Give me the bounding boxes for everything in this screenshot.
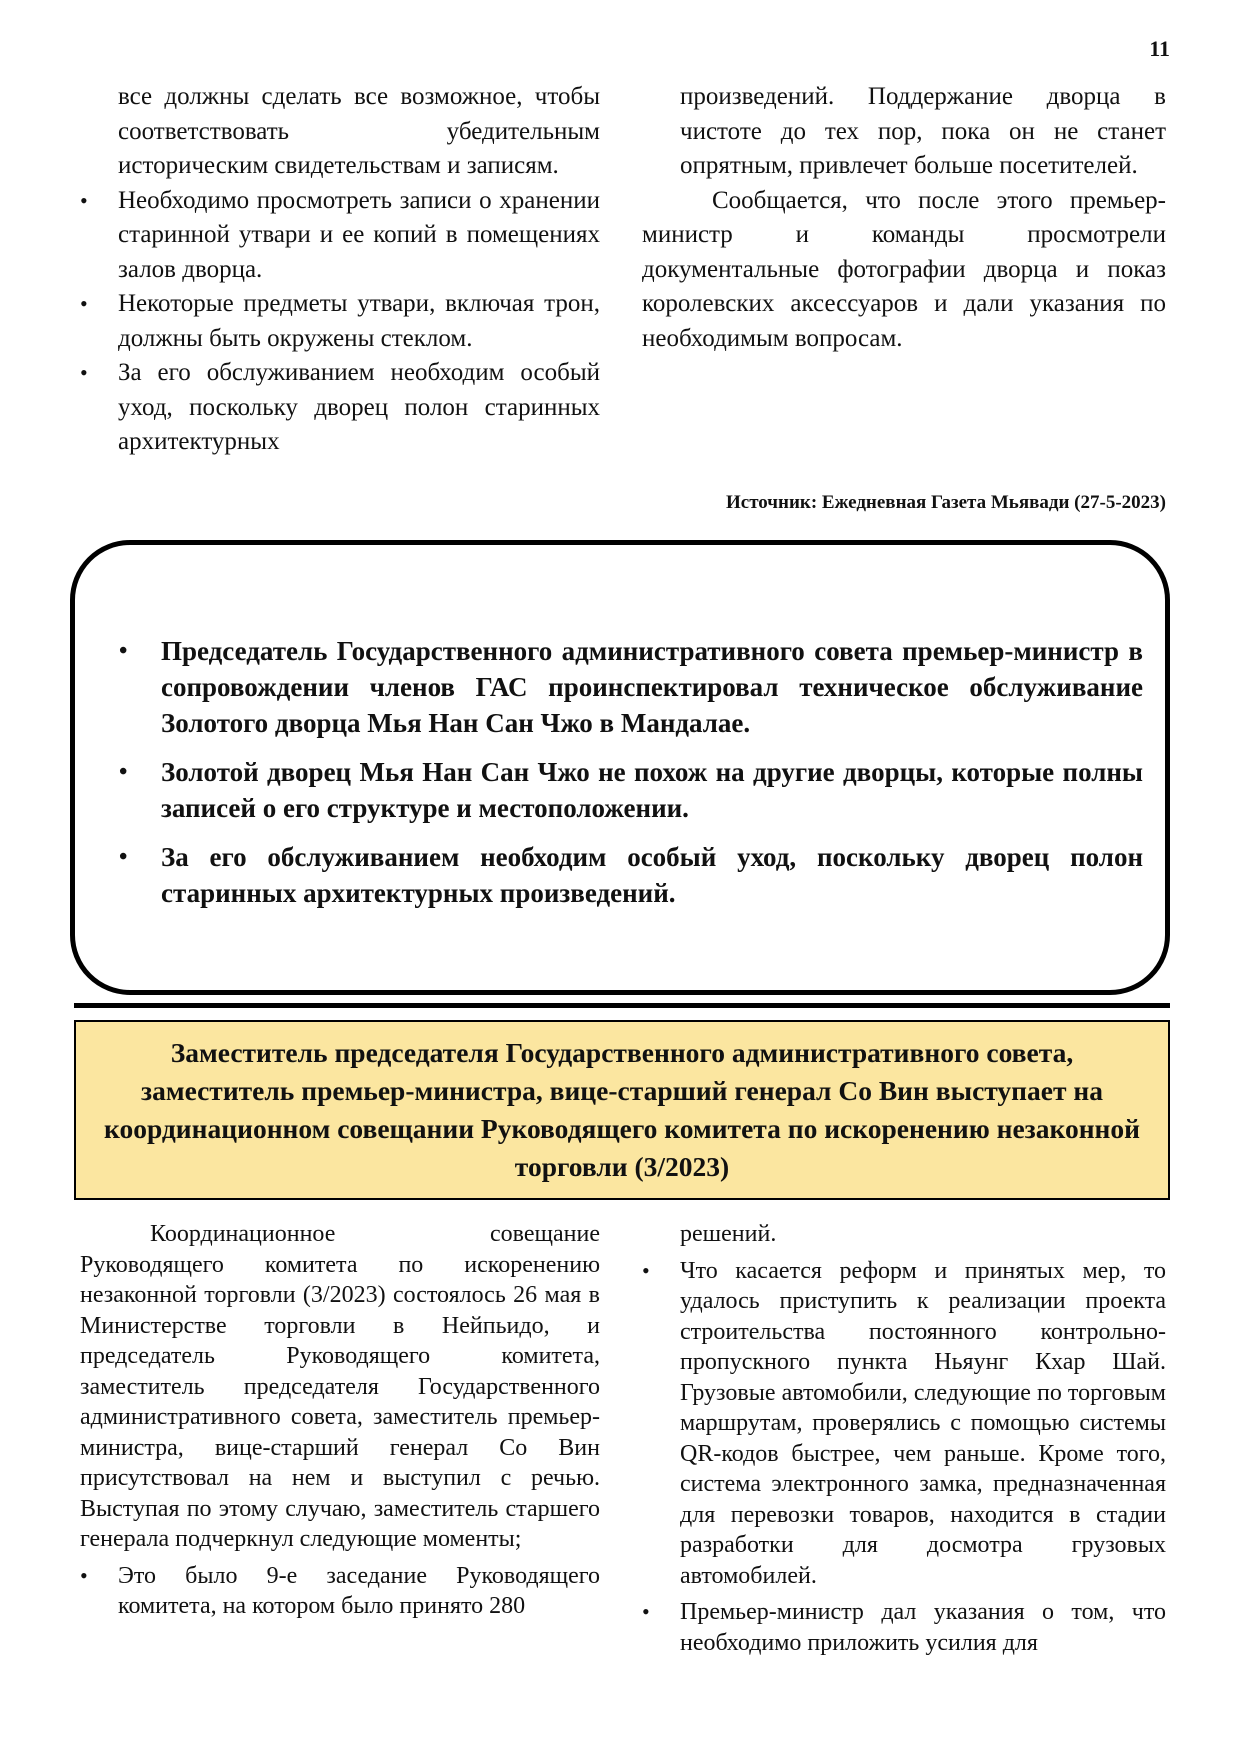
continuation-text: все должны сделать все возможное, чтобы соответствовать убедительным историческим свидетельствам и записям. — [118, 83, 600, 179]
section-divider — [74, 1003, 1170, 1008]
article-headline: Заместитель председателя Государственного административного совета, заместитель премьер-министра, вице-старший генерал Со Вин выступает на координационном совещании Руководящего комитета по искоренению незаконной торговли (3/2023) — [103, 1037, 1140, 1182]
bullet-list — [642, 1256, 1166, 1659]
page-number: 11 — [1149, 36, 1170, 61]
list-item: • Необходимо просмотреть записи о хранении старинной утвари и ее копий в помещениях залов дворца. — [80, 184, 600, 288]
summary-item: • Председатель Государственного административного совета премьер-министр в сопровождении членов ГАС проинспектировал техническое обслуживание Золотого дворца Мья Нан Сан Чжо в Мандалае. — [101, 633, 1143, 741]
continuation-text: произведений. Поддержание дворца в чистоте до тех пор, пока он не станет опрятным, привлечет больше посетителей. — [680, 83, 1166, 179]
top-right-column — [642, 80, 1166, 356]
list-item: • Премьер-министр дал указания о том, что необходимо приложить усилия для — [642, 1597, 1166, 1658]
bottom-right-column — [642, 1219, 1166, 1658]
summary-item: • За его обслуживанием необходим особый уход, поскольку дворец полон старинных архитектурных произведений. — [101, 839, 1143, 911]
bottom-left-column — [80, 1219, 600, 1622]
list-item: • Что касается реформ и принятых мер, то удалось приступить к реализации проекта строительства постоянного контрольно-пропускного пункта Ньяунг Кхар Шай. Грузовые автомобили, следующие по торговым маршрутам, проверялись с помощью системы QR-кодов быстрее, чем раньше. Кроме того, система электронного замка, предназначенная для перевозки товаров, находится в стадии разработки для досмотра грузовых автомобилей. — [642, 1256, 1166, 1592]
list-item: • За его обслуживанием необходим особый уход, поскольку дворец полон старинных архитектурных — [80, 356, 600, 460]
list-item: • Некоторые предметы утвари, включая трон, должны быть окружены стеклом. — [80, 287, 600, 356]
source-credit: Источник: Ежедневная Газета Мьявади (27-5-2023) — [726, 492, 1166, 513]
article-headline-box — [74, 1020, 1170, 1200]
summary-list — [101, 633, 1143, 924]
bullet-list — [80, 184, 600, 460]
top-left-column — [80, 80, 600, 460]
bullet-list — [80, 1561, 600, 1622]
continuation-text: решений. — [680, 1221, 777, 1247]
body-paragraph: Координационное совещание Руководящего комитета по искоренению незаконной торговли (3/2023) состоялось 26 мая в Министерстве торговли в Нейпьидо, и председатель Руководящего комитета, заместитель председателя Государственного административного совета, заместитель премьер-министра, вице-старший генерал Со Вин присутствовал на нем и выступил с речью. Выступая по этому случаю, заместитель старшего генерала подчеркнул следующие моменты; — [80, 1221, 600, 1552]
body-paragraph: Сообщается, что после этого премьер-министр и команды просмотрели документальные фотографии дворца и показ королевских аксессуаров и дали указания по необходимым вопросам. — [642, 186, 1166, 352]
summary-item: • Золотой дворец Мья Нан Сан Чжо не похож на другие дворцы, которые полны записей о его структуре и местоположении. — [101, 754, 1143, 826]
summary-box — [70, 540, 1170, 995]
list-item: • Это было 9-е заседание Руководящего комитета, на котором было принято 280 — [80, 1561, 600, 1622]
